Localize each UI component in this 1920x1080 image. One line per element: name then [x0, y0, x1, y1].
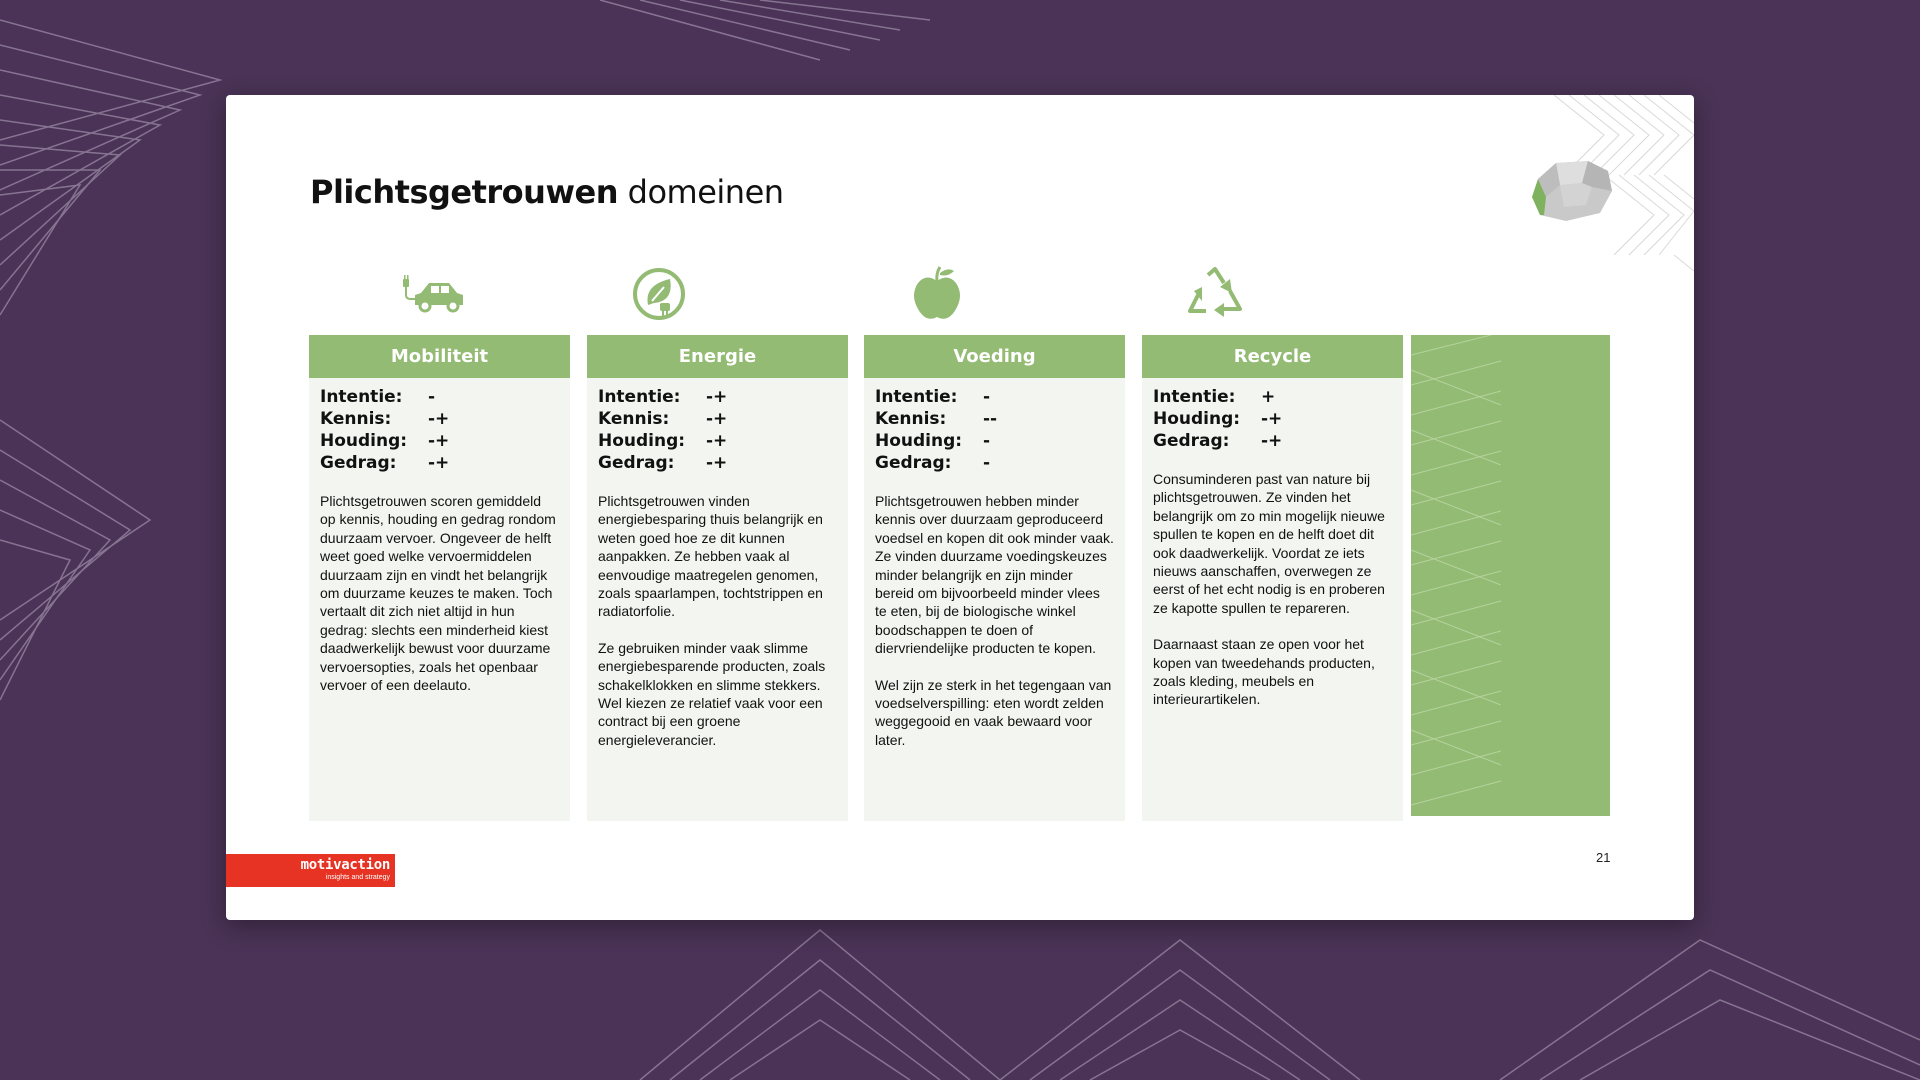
metric-label: Intentie: [1153, 387, 1236, 407]
electric-car-icon [401, 265, 471, 325]
slide [226, 95, 1694, 920]
metrics-list [1142, 378, 1403, 452]
metric-value: + [1261, 387, 1276, 407]
panel-line-pattern [1411, 335, 1501, 816]
metric-label: Gedrag: [320, 453, 397, 473]
metric-row [1153, 386, 1392, 408]
metric-row [1153, 408, 1392, 430]
column-header: Recycle [1142, 335, 1403, 378]
rock-illustration [1526, 157, 1616, 223]
metric-row [320, 408, 559, 430]
column-text [1142, 470, 1403, 709]
metric-row [598, 408, 837, 430]
paragraph: Plichtsgetrouwen vinden energiebesparing thuis belangrijk en weten goed hoe ze dit kunnen aanpakken. Ze hebben vaak al eenvoudige maatregelen genomen, zoals spaarlampen, tochtstrippen en radiatorfolie. [598, 493, 823, 620]
metric-row [598, 430, 837, 452]
column-mobiliteit [309, 335, 570, 821]
metric-label: Kennis: [875, 409, 947, 429]
metric-row [875, 386, 1114, 408]
paragraph: Plichtsgetrouwen hebben minder kennis over duurzaam geproduceerd voedsel en kopen dit ook minder vaak. Ze vinden duurzame voedingskeuzes minder belangrijk en zijn minder bereid om bijvoorbeeld minder vlees te eten, bij de biologische winkel boodschappen te doen of diervriendelijke producten te kopen. [875, 493, 1114, 657]
metric-value: -+ [428, 409, 450, 429]
metric-row [598, 386, 837, 408]
metric-label: Kennis: [598, 409, 670, 429]
apple-icon [902, 265, 972, 325]
title-bold: Plichtsgetrouwen [310, 173, 618, 211]
metric-label: Houding: [320, 431, 408, 451]
metric-value: -+ [706, 387, 728, 407]
metric-label: Gedrag: [598, 453, 675, 473]
metrics-list [309, 378, 570, 474]
green-energy-icon [624, 265, 694, 325]
paragraph: Plichtsgetrouwen scoren gemiddeld op kennis, houding en gedrag rondom duurzaam vervoer. Ongeveer de helft weet goed welke vervoermiddelen duurzaam zijn en vindt het belangrijk om duurzame keuzes te maken. Toch vertaalt dit zich niet altijd in hun gedrag: slechts een minderheid kiest daadwerkelijk bewust voor duurzame vervoersopties, zoals het openbaar vervoer of een deelauto. [320, 493, 556, 694]
paragraph: Daarnaast staan ze open voor het kopen van tweedehands producten, zoals kleding, meubels en interieurartikelen. [1153, 636, 1375, 708]
green-decorative-panel [1411, 335, 1610, 816]
metric-value: -+ [428, 431, 450, 451]
metric-value: -+ [1261, 431, 1283, 451]
metric-label: Houding: [1153, 409, 1241, 429]
metric-label: Houding: [875, 431, 963, 451]
metric-value: -+ [1261, 409, 1283, 429]
column-header: Voeding [864, 335, 1125, 378]
metric-value: - [983, 387, 991, 407]
metric-row [875, 430, 1114, 452]
metric-label: Intentie: [875, 387, 958, 407]
column-voeding [864, 335, 1125, 821]
metric-value: -+ [706, 453, 728, 473]
metric-label: Intentie: [320, 387, 403, 407]
metric-row [875, 408, 1114, 430]
metric-label: Gedrag: [875, 453, 952, 473]
column-energie [587, 335, 848, 821]
motivaction-logo [226, 854, 395, 887]
paragraph: Ze gebruiken minder vaak slimme energiebesparende producten, zoals schakelklokken en slimme stekkers. Wel kiezen ze relatief vaak voor een contract bij een groene energieleverancier. [598, 639, 826, 748]
column-header: Energie [587, 335, 848, 378]
logo-name: motivaction [300, 857, 390, 873]
metric-value: - [983, 431, 991, 451]
metric-label: Kennis: [320, 409, 392, 429]
column-text [864, 492, 1125, 749]
column-header: Mobiliteit [309, 335, 570, 378]
recycle-icon [1180, 265, 1250, 325]
metric-row [1153, 430, 1392, 452]
page-title [310, 173, 784, 211]
metrics-list [587, 378, 848, 474]
column-recycle [1142, 335, 1403, 821]
title-rest: domeinen [617, 173, 784, 211]
metric-label: Houding: [598, 431, 686, 451]
metric-row [875, 452, 1114, 474]
metric-row [320, 430, 559, 452]
metric-label: Gedrag: [1153, 431, 1230, 451]
paragraph: Consuminderen past van nature bij plichtsgetrouwen. Ze vinden het belangrijk om zo min mogelijk nieuwe spullen te kopen en de helft doet dit ook daadwerkelijk. Voordat ze iets nieuws aanschaffen, overwegen ze eerst of het echt nodig is en proberen ze kapotte spullen te repareren. [1153, 471, 1385, 616]
metric-row [320, 386, 559, 408]
metric-value: -+ [706, 409, 728, 429]
metric-value: - [428, 387, 436, 407]
metric-label: Intentie: [598, 387, 681, 407]
metrics-list [864, 378, 1125, 474]
paragraph: Wel zijn ze sterk in het tegengaan van voedselverspilling: eten wordt zelden weggegooid en vaak bewaard voor later. [875, 676, 1112, 748]
column-text [587, 492, 848, 749]
metric-value: -+ [706, 431, 728, 451]
column-text [309, 492, 570, 694]
logo-tagline: insights and strategy [325, 874, 390, 881]
page-number: 21 [1596, 850, 1611, 865]
metric-value: -+ [428, 453, 450, 473]
metric-row [320, 452, 559, 474]
metric-row [598, 452, 837, 474]
metric-value: - [983, 453, 991, 473]
metric-value: -- [983, 409, 998, 429]
